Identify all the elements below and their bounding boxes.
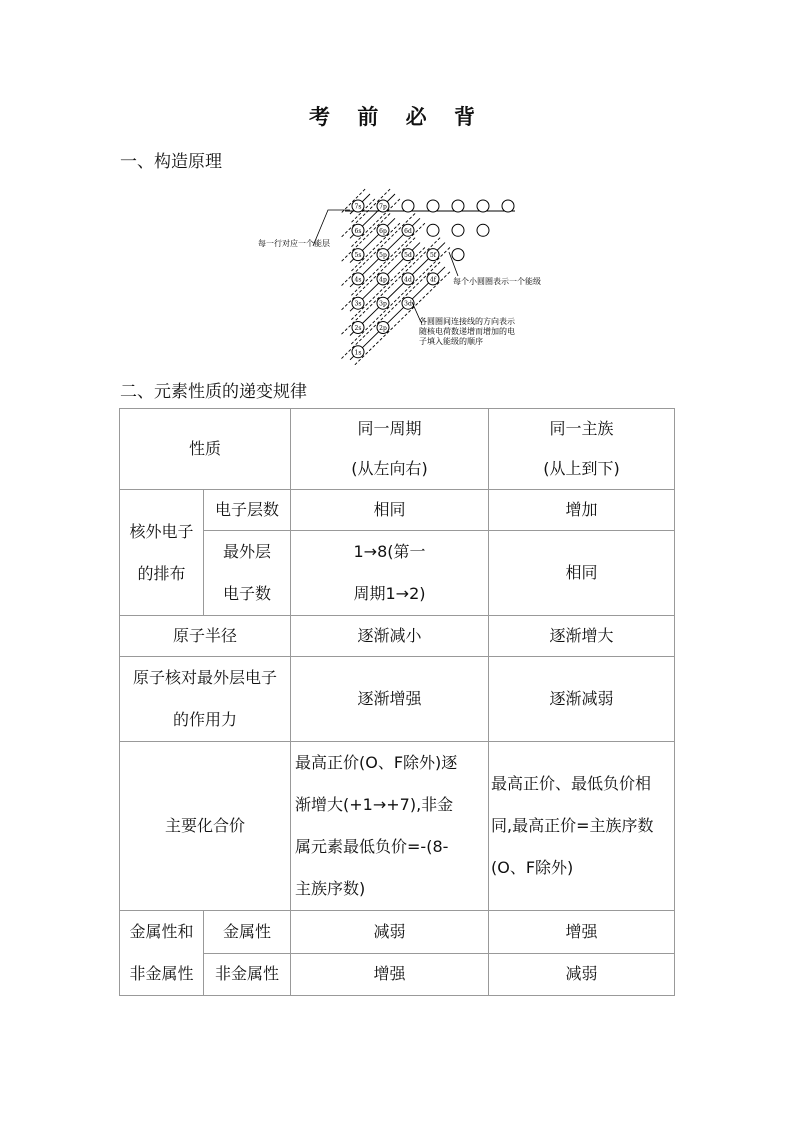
outer-electrons-group: 相同 <box>489 531 675 616</box>
orbital-1s <box>352 346 364 358</box>
label-shell-count: 电子层数 <box>204 490 291 531</box>
valence-group-line3: (O、F除外) <box>491 858 574 877</box>
svg-text:6p: 6p <box>379 227 387 235</box>
empty-orbital-circle <box>477 200 489 212</box>
label-each-circle-sublevel: 每个小圆圈表示一个能级 <box>453 277 541 286</box>
svg-text:4p: 4p <box>379 276 387 284</box>
metallic-period: 减弱 <box>291 911 489 954</box>
orbital-7s <box>352 200 364 212</box>
nonmetallic-group: 减弱 <box>489 953 675 996</box>
label-outer-electrons <box>204 531 291 616</box>
orbital-4s <box>352 273 364 285</box>
orbital-7p <box>377 200 389 212</box>
section-heading-periodic-trends: 二、元素性质的递变规律 <box>120 382 307 402</box>
table-row-valence <box>120 742 675 911</box>
svg-text:3d: 3d <box>404 300 412 308</box>
svg-text:5f: 5f <box>429 252 437 260</box>
svg-text:5s: 5s <box>354 252 362 260</box>
table-row-atomic-radius <box>120 616 675 657</box>
aufbau-diagram <box>250 180 550 365</box>
empty-orbital-circle <box>427 200 439 212</box>
svg-text:6s: 6s <box>354 227 362 235</box>
header-same-period-line2: (从左向右) <box>351 459 428 478</box>
empty-orbital-circle <box>452 224 464 236</box>
valence-period-line1: 最高正价(O、F除外)逐 <box>295 753 458 772</box>
table-row-header <box>120 409 675 490</box>
table-row-outer-electrons <box>120 531 675 616</box>
valence-period-line2: 渐增大(+1→+7),非金 <box>295 795 454 814</box>
orbital-5f <box>427 249 439 261</box>
label-outer-electrons-line1: 最外层 <box>223 542 272 561</box>
empty-orbital-circle <box>452 200 464 212</box>
orbital-3p <box>377 297 389 309</box>
nonmetallic-period: 增强 <box>291 953 489 996</box>
svg-text:1s: 1s <box>354 349 362 357</box>
label-arrow-line2: 随核电荷数递增而增加的电 <box>419 327 515 336</box>
valence-period-line4: 主族序数) <box>295 879 366 898</box>
section-heading-aufbau: 一、构造原理 <box>120 152 222 172</box>
header-same-group-line1: 同一主族 <box>549 419 614 438</box>
orbital-5p <box>377 249 389 261</box>
orbital-6p <box>377 224 389 236</box>
shell-count-period: 相同 <box>291 490 489 531</box>
orbital-4f <box>427 273 439 285</box>
empty-orbital-circle <box>427 224 439 236</box>
label-metallic: 金属性 <box>204 911 291 954</box>
label-metallic-nonmetallic-line1: 金属性和 <box>129 922 194 941</box>
table-row-shell-count <box>120 490 675 531</box>
atomic-radius-period: 逐渐减小 <box>291 616 489 657</box>
valence-group-line1: 最高正价、最低负价相 <box>491 774 652 793</box>
empty-orbital-circle <box>477 224 489 236</box>
orbital-2p <box>377 322 389 334</box>
svg-text:7p: 7p <box>379 203 387 211</box>
label-arrow-line1: 各圆圈间连接线的方向表示 <box>419 317 515 326</box>
orbital-2s <box>352 322 364 334</box>
svg-text:5p: 5p <box>379 252 387 260</box>
svg-text:4s: 4s <box>354 276 362 284</box>
label-main-valence: 主要化合价 <box>120 742 291 911</box>
svg-text:5d: 5d <box>404 252 412 260</box>
outer-electrons-period <box>291 531 489 616</box>
label-atomic-radius: 原子半径 <box>120 616 291 657</box>
empty-orbital-circle <box>452 249 464 261</box>
label-nucleus-force <box>120 657 291 742</box>
header-same-group-line2: (从上到下) <box>543 459 620 478</box>
label-nucleus-force-line2: 的作用力 <box>173 710 238 729</box>
valence-group <box>489 742 675 911</box>
orbital-6s <box>352 224 364 236</box>
empty-orbital-circle <box>502 200 514 212</box>
svg-text:4f: 4f <box>429 276 437 284</box>
label-nonmetallic: 非金属性 <box>204 953 291 996</box>
svg-text:3p: 3p <box>379 300 387 308</box>
orbital-6d <box>402 224 414 236</box>
orbital-4p <box>377 273 389 285</box>
svg-text:2p: 2p <box>379 325 387 332</box>
shell-count-group: 增加 <box>489 490 675 531</box>
label-electron-configuration <box>120 490 204 616</box>
label-metallic-nonmetallic-line2: 非金属性 <box>129 964 194 983</box>
orbital-5s <box>352 249 364 261</box>
label-arrow-line3: 子填入能级的顺序 <box>419 337 483 346</box>
nucleus-force-period: 逐渐增强 <box>291 657 489 742</box>
label-each-row-shell: 每一行对应一个能层 <box>258 239 330 248</box>
empty-orbital-circle <box>402 200 414 212</box>
valence-period <box>291 742 489 911</box>
nucleus-force-group: 逐渐减弱 <box>489 657 675 742</box>
atomic-radius-group: 逐渐增大 <box>489 616 675 657</box>
orbital-3s <box>352 297 364 309</box>
table-row-metallic <box>120 911 675 954</box>
label-electron-configuration-line1: 核外电子 <box>129 521 194 541</box>
metallic-group: 增强 <box>489 911 675 954</box>
outer-electrons-period-line2: 周期1→2) <box>353 584 426 603</box>
valence-group-line2: 同,最高正价=主族序数 <box>491 816 654 835</box>
label-outer-electrons-line2: 电子数 <box>223 584 272 603</box>
svg-text:7s: 7s <box>354 203 362 211</box>
valence-period-line3: 属元素最低负价=-(8- <box>295 837 449 856</box>
header-same-period <box>291 409 489 490</box>
table-row-nucleus-force <box>120 657 675 742</box>
label-metallic-nonmetallic <box>120 911 204 996</box>
table-row-nonmetallic <box>120 953 675 996</box>
orbital-5d <box>402 249 414 261</box>
header-same-group <box>489 409 675 490</box>
periodic-trends-table <box>119 408 675 996</box>
header-property: 性质 <box>120 409 291 490</box>
label-electron-configuration-line2: 的排布 <box>137 563 186 583</box>
orbital-4d <box>402 273 414 285</box>
outer-electrons-period-line1: 1→8(第一 <box>353 542 426 561</box>
label-nucleus-force-line1: 原子核对最外层电子 <box>133 668 278 687</box>
svg-text:4d: 4d <box>404 276 412 284</box>
header-same-period-line1: 同一周期 <box>357 419 422 438</box>
svg-text:3s: 3s <box>354 300 362 308</box>
svg-text:6d: 6d <box>404 227 412 235</box>
page-title: 考 前 必 背 <box>309 104 485 129</box>
svg-text:2s: 2s <box>354 325 362 332</box>
